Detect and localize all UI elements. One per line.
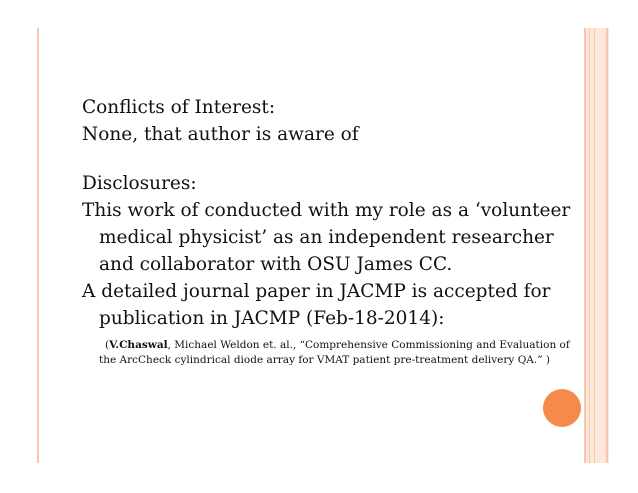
right-accent-line-3 bbox=[594, 28, 595, 463]
citation bbox=[82, 338, 572, 368]
disclosure-item-1: This work of conducted with my role as a ‘volunteer medical physicist’ as an independent researcher and collaborator with OSU James CC. bbox=[82, 200, 571, 275]
left-accent-line bbox=[37, 28, 39, 463]
right-accent-line-4 bbox=[606, 28, 608, 463]
citation-open: ( bbox=[105, 339, 110, 351]
right-accent-line-2 bbox=[589, 28, 590, 463]
accent-circle bbox=[543, 389, 581, 427]
citation-rest: , Michael Weldon et. al., “Comprehensive Commissioning and Evaluation of the ArcCheck cylindrical diode array for VMAT patient pre-treatment delivery QA.” ) bbox=[99, 339, 570, 366]
disclosures-heading: Disclosures: bbox=[82, 173, 197, 194]
conflicts-heading: Conflicts of Interest: bbox=[82, 97, 276, 118]
citation-author: V.Chaswal bbox=[109, 339, 168, 351]
slide-content bbox=[82, 94, 572, 368]
right-accent-line-1 bbox=[584, 28, 586, 463]
conflicts-text: None, that author is aware of bbox=[82, 124, 359, 145]
disclosure-item-2: A detailed journal paper in JACMP is accepted for publication in JACMP (Feb-18-2014): bbox=[82, 281, 551, 329]
